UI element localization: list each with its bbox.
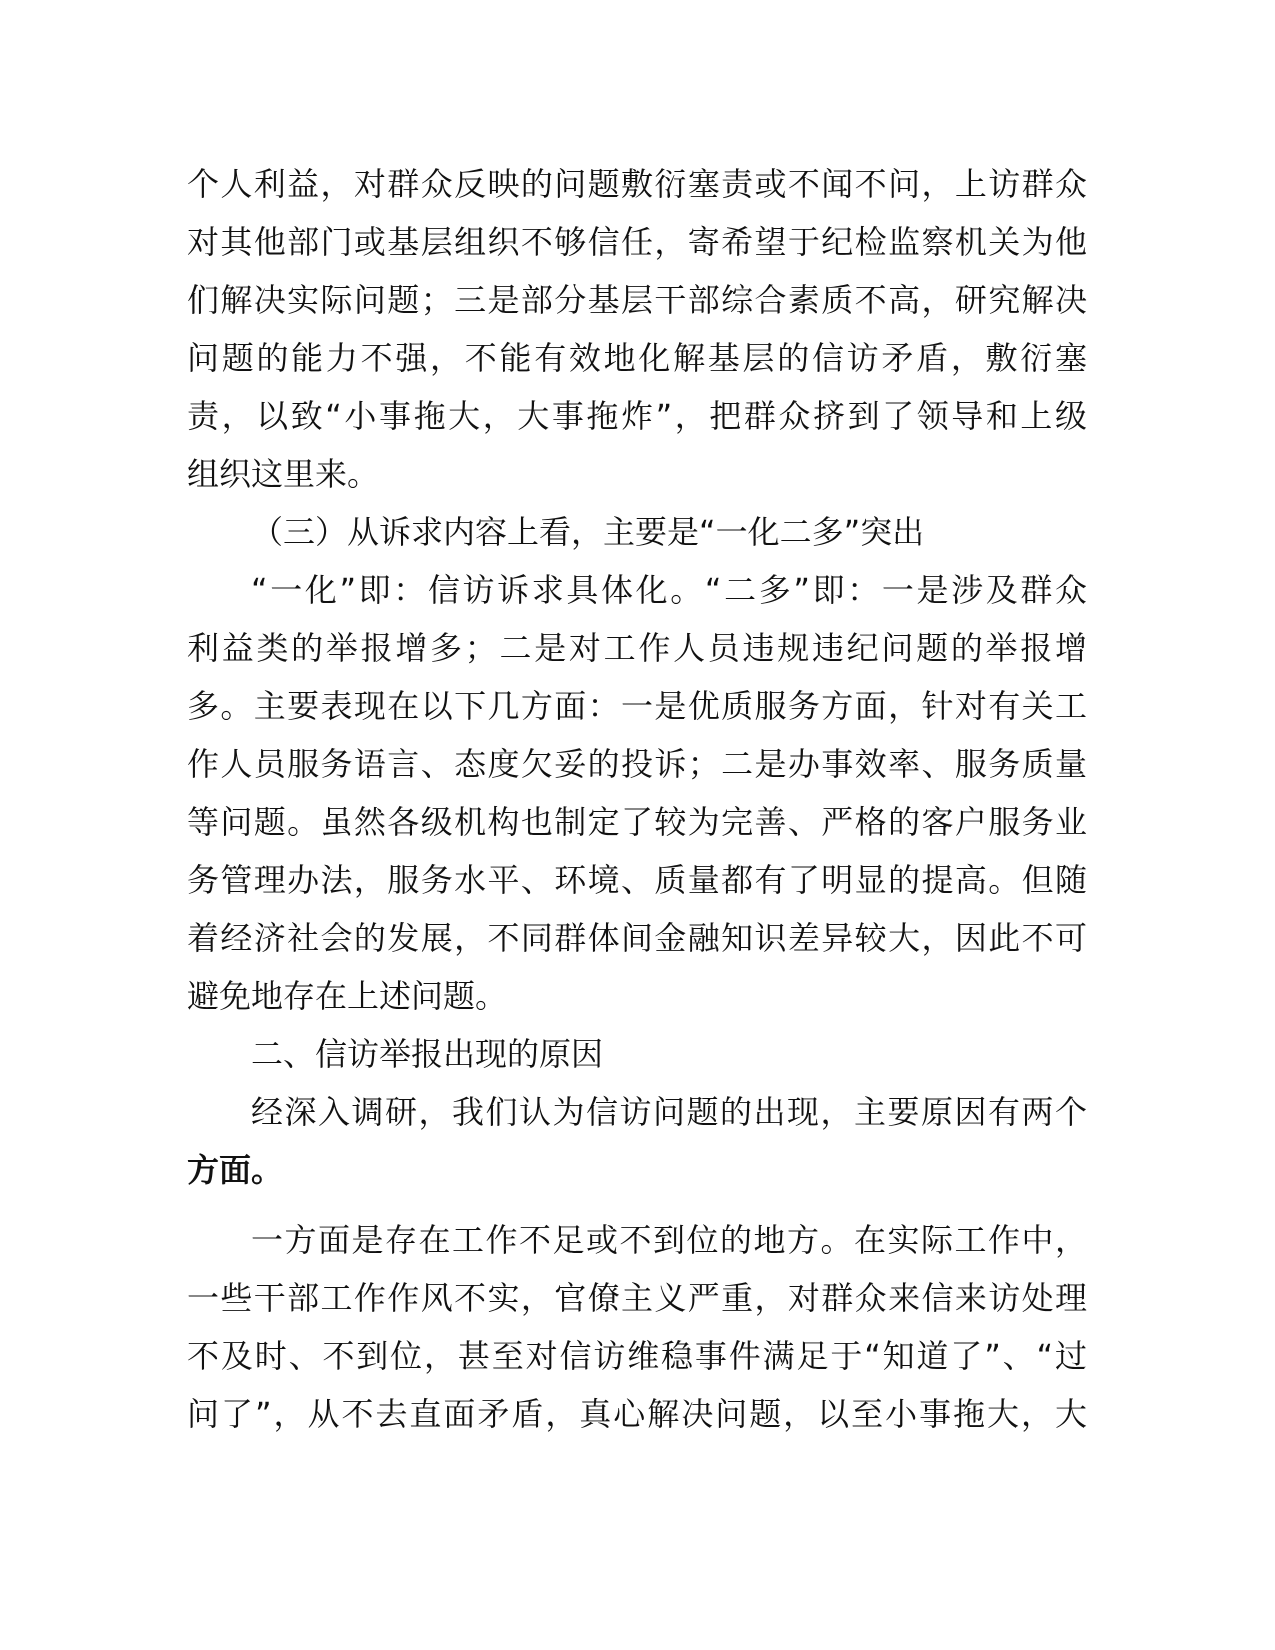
text-line: 们解决实际问题；三是部分基层干部综合素质不高，研究解决 xyxy=(187,281,1087,319)
section-heading: 二、信访举报出现的原因 xyxy=(251,1035,604,1073)
text-line: 避免地存在上述问题。 xyxy=(187,977,508,1015)
paragraph-appeal-content xyxy=(187,561,1087,1025)
text-line: 利益类的举报增多；二是对工作人员违规违纪问题的举报增 xyxy=(187,629,1087,667)
text-line: 着经济社会的发展，不同群体间金融知识差异较大，因此不可 xyxy=(187,919,1087,957)
text-line: 不及时、不到位，甚至对信访维稳事件满足于“知道了”、“过 xyxy=(187,1337,1087,1375)
document-page xyxy=(187,155,1087,1443)
text-line: 问了”，从不去直面矛盾，真心解决问题，以至小事拖大，大 xyxy=(187,1395,1087,1433)
text-line: 作人员服务语言、态度欠妥的投诉；二是办事效率、服务质量 xyxy=(187,745,1087,783)
text-line: 问题的能力不强，不能有效地化解基层的信访矛盾，敷衍塞 xyxy=(187,339,1087,377)
text-line: 方面。 xyxy=(187,1151,284,1189)
text-line: 组织这里来。 xyxy=(187,455,380,493)
text-line: 个人利益，对群众反映的问题敷衍塞责或不闻不问，上访群众 xyxy=(187,165,1087,203)
subsection-heading: （三）从诉求内容上看，主要是“一化二多”突出 xyxy=(251,513,925,551)
text-line: 对其他部门或基层组织不够信任，寄希望于纪检监察机关为他 xyxy=(187,223,1087,261)
paragraph-causes-continued xyxy=(187,155,1087,503)
text-line: 经深入调研，我们认为信访问题的出现，主要原因有两个 xyxy=(251,1093,1087,1131)
text-line: 一方面是存在工作不足或不到位的地方。在实际工作中， xyxy=(251,1221,1087,1259)
text-line: 等问题。虽然各级机构也制定了较为完善、严格的客户服务业 xyxy=(187,803,1087,841)
text-line: “一化”即：信访诉求具体化。“二多”即：一是涉及群众 xyxy=(251,571,1087,609)
text-line: 一些干部工作作风不实，官僚主义严重，对群众来信来访处理 xyxy=(187,1279,1087,1317)
paragraph-research-summary xyxy=(187,1083,1087,1199)
text-line: 多。主要表现在以下几方面：一是优质服务方面，针对有关工 xyxy=(187,687,1087,725)
paragraph-work-shortcomings xyxy=(187,1211,1087,1443)
text-line: 责，以致“小事拖大，大事拖炸”，把群众挤到了领导和上级 xyxy=(187,397,1087,435)
text-line: 务管理办法，服务水平、环境、质量都有了明显的提高。但随 xyxy=(187,861,1087,899)
